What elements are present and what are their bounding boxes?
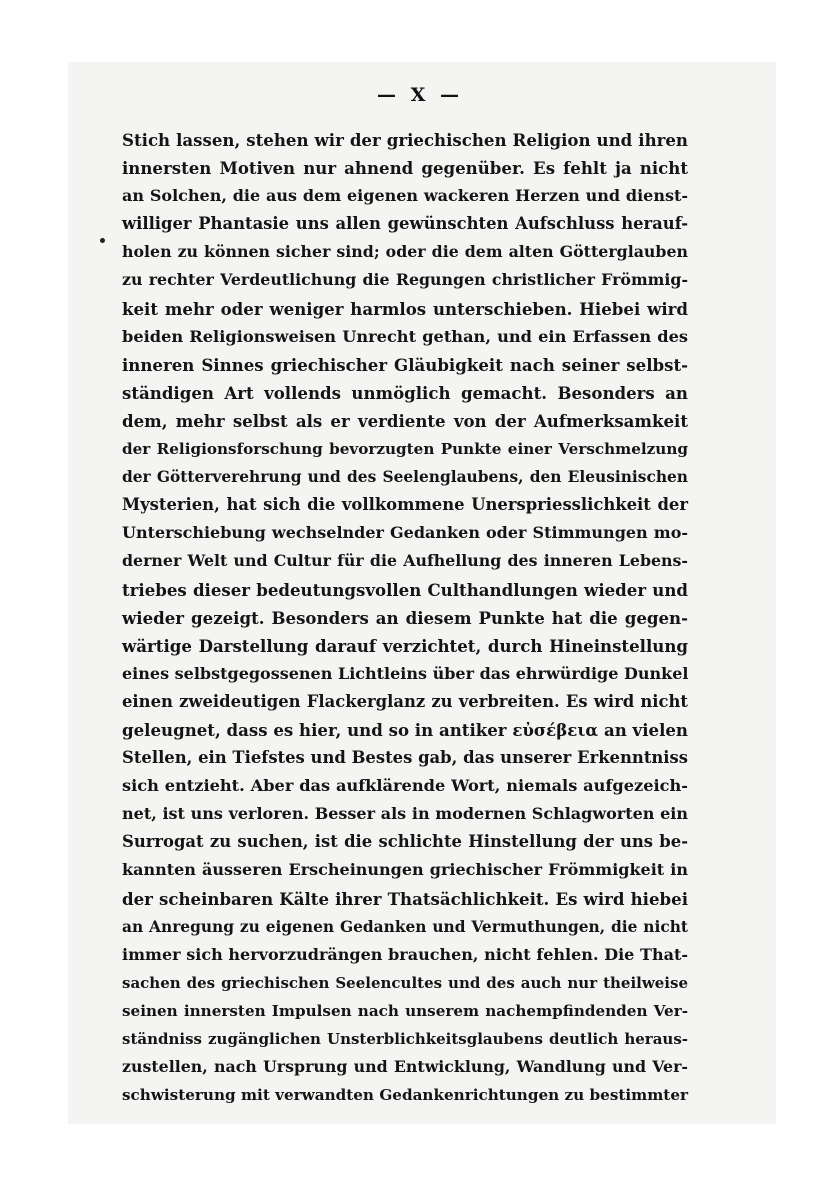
text-line: dem, mehr selbst als er verdiente von der Aufmerksamkeit <box>122 410 688 431</box>
text-line: innersten Motiven nur ahnend gegenüber. Es fehlt ja nicht <box>122 158 688 179</box>
text-line: inneren Sinnes griechischer Gläubigkeit nach seiner selbst- <box>122 354 688 375</box>
text-line: Unterschiebung wechselnder Gedanken oder Stimmungen mo- <box>122 523 688 543</box>
text-line: der Götterverehrung und des Seelenglaubens, den Eleusinischen <box>122 468 688 487</box>
text-line: kannten äusseren Erscheinungen griechischer Frömmigkeit in <box>122 860 688 880</box>
text-line: holen zu können sicher sind; oder die dem alten Götterglauben <box>122 242 688 262</box>
text-line: schwisterung mit verwandten Gedankenrichtungen zu bestimmter <box>122 1086 688 1105</box>
text-line: beiden Religionsweisen Unrecht gethan, und ein Erfassen des <box>122 326 688 346</box>
text-line: wärtige Darstellung darauf verzichtet, durch Hineinstellung <box>122 635 688 656</box>
text-line: Mysterien, hat sich die vollkommene Unerspriesslichkeit der <box>122 495 688 515</box>
body-text <box>122 126 688 1109</box>
text-line: triebes dieser bedeutungsvollen Culthandlungen wieder und <box>122 579 688 600</box>
text-line: williger Phantasie uns allen gewünschten Aufschluss herauf- <box>122 214 688 234</box>
text-line: Stich lassen, stehen wir der griechischen Religion und ihren <box>122 130 688 150</box>
text-line: sich entzieht. Aber das aufklärende Wort, niemals aufgezeich- <box>122 776 688 796</box>
text-line: der Religionsforschung bevorzugten Punkte einer Verschmelzung <box>122 440 688 459</box>
text-line: Surrogat zu suchen, ist die schlichte Hinstellung der uns be- <box>122 832 688 852</box>
text-line: derner Welt und Cultur für die Aufhellung des inneren Lebens- <box>122 551 688 571</box>
text-line: an Solchen, die aus dem eigenen wackeren Herzen und dienst- <box>122 186 688 206</box>
text-line: geleugnet, dass es hier, und so in antiker εὐσέβεια an vielen <box>122 719 688 740</box>
text-line: keit mehr oder weniger harmlos unterschieben. Hiebei wird <box>122 298 688 319</box>
text-line: sachen des griechischen Seelencultes und des auch nur theilweise <box>122 973 688 992</box>
page-number: — X — <box>377 84 463 106</box>
text-line: an Anregung zu eigenen Gedanken und Vermuthungen, die nicht <box>122 917 688 936</box>
text-line: einen zweideutigen Flackerglanz zu verbreiten. Es wird nicht <box>122 691 688 711</box>
text-line: immer sich hervorzudrängen brauchen, nicht fehlen. Die That- <box>122 944 688 964</box>
text-line: Stellen, ein Tiefstes und Bestes gab, das unserer Erkenntniss <box>122 748 688 768</box>
text-line: der scheinbaren Kälte ihrer Thatsächlichkeit. Es wird hiebei <box>122 888 688 909</box>
text-line: ständniss zugänglichen Unsterblichkeitsglaubens deutlich heraus- <box>122 1030 688 1048</box>
text-line: net, ist uns verloren. Besser als in modernen Schlagworten ein <box>122 804 688 824</box>
text-line: zu rechter Verdeutlichung die Regungen christlicher Frömmig- <box>122 270 688 290</box>
text-line: wieder gezeigt. Besonders an diesem Punkte hat die gegen- <box>122 607 688 628</box>
text-line: ständigen Art vollends unmöglich gemacht. Besonders an <box>122 382 688 403</box>
text-line: eines selbstgegossenen Lichtleins über das ehrwürdige Dunkel <box>122 663 689 683</box>
text-line: seinen innersten Impulsen nach unserem nachempfindenden Ver- <box>122 1001 688 1020</box>
margin-dot-mark <box>100 238 105 243</box>
text-line: zustellen, nach Ursprung und Entwicklung, Wandlung und Ver- <box>122 1057 688 1077</box>
